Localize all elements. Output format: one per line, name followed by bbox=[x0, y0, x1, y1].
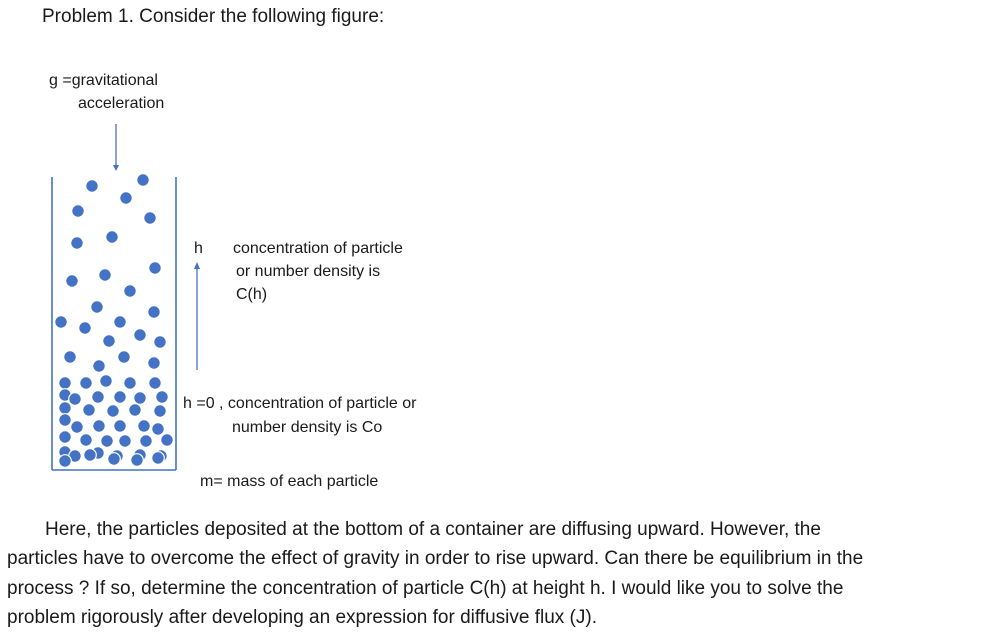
particle bbox=[59, 414, 72, 427]
particle bbox=[149, 262, 162, 275]
particle bbox=[144, 212, 157, 225]
particle bbox=[106, 231, 119, 244]
particle bbox=[84, 449, 97, 462]
particle bbox=[83, 404, 96, 417]
particle bbox=[152, 452, 165, 465]
particle bbox=[107, 405, 120, 418]
gravity-label-line1: g =gravitational bbox=[49, 72, 158, 89]
particle bbox=[148, 306, 161, 319]
particle bbox=[137, 174, 150, 187]
particle bbox=[129, 404, 142, 417]
particle bbox=[154, 336, 167, 349]
paragraph-line-1: Here, the particles deposited at the bottom of a container are diffusing upward. However, the bbox=[45, 519, 821, 540]
particle bbox=[64, 351, 77, 364]
problem-title: Problem 1. Consider the following figure: bbox=[42, 6, 385, 27]
particle bbox=[99, 269, 112, 282]
particle bbox=[108, 453, 121, 466]
gravity-arrow bbox=[113, 124, 119, 171]
particle bbox=[118, 351, 131, 364]
particle bbox=[79, 322, 92, 335]
mass-label: m= mass of each particle bbox=[200, 473, 379, 490]
particle bbox=[71, 421, 84, 434]
particle bbox=[114, 316, 127, 329]
particle bbox=[152, 423, 165, 436]
particle bbox=[119, 435, 132, 448]
particle bbox=[101, 435, 114, 448]
paragraph-line-2: particles have to overcome the effect of gravity in order to rise upward. Can there be equilibrium in the bbox=[7, 548, 864, 570]
particle bbox=[86, 180, 99, 193]
particle bbox=[124, 377, 137, 390]
particle bbox=[124, 285, 137, 298]
particle bbox=[92, 391, 105, 404]
particle bbox=[134, 392, 147, 405]
particle bbox=[103, 335, 116, 348]
particle bbox=[134, 329, 147, 342]
particle bbox=[114, 420, 127, 433]
particle bbox=[140, 435, 153, 448]
concentration-label-line1: concentration of particle bbox=[233, 240, 403, 257]
gravity-label-line2: acceleration bbox=[78, 95, 165, 112]
h-label: h bbox=[194, 240, 203, 257]
particle bbox=[114, 391, 127, 404]
particle bbox=[149, 377, 162, 390]
particle bbox=[156, 391, 169, 404]
particle bbox=[66, 275, 79, 288]
paragraph-line-4: problem rigorously after developing an expression for diffusive flux (J). bbox=[7, 606, 597, 628]
particle bbox=[93, 360, 106, 373]
particle bbox=[91, 301, 104, 314]
particle bbox=[148, 357, 161, 370]
problem-paragraph bbox=[7, 515, 969, 632]
particle bbox=[59, 431, 72, 444]
particle bbox=[59, 455, 72, 468]
particle bbox=[80, 377, 93, 390]
particle bbox=[154, 405, 167, 418]
particles-group bbox=[55, 174, 174, 468]
particle bbox=[72, 205, 85, 218]
particle bbox=[69, 393, 82, 406]
particle bbox=[59, 402, 72, 415]
h0-label-line2: number density is Co bbox=[232, 419, 383, 436]
paragraph-line-3: process ? If so, determine the concentration of particle C(h) at height h. I would like you to solve the bbox=[7, 577, 844, 599]
particle bbox=[120, 192, 133, 205]
particle bbox=[59, 377, 72, 390]
particle bbox=[93, 420, 106, 433]
particle bbox=[161, 434, 174, 447]
h0-label-line1: h =0 , concentration of particle or bbox=[183, 395, 417, 412]
concentration-label-line3: C(h) bbox=[236, 286, 268, 303]
particle bbox=[71, 237, 84, 250]
particle bbox=[138, 420, 151, 433]
particle bbox=[131, 454, 144, 467]
particle bbox=[55, 316, 68, 329]
particle bbox=[100, 375, 113, 388]
height-arrow bbox=[194, 262, 200, 370]
particle bbox=[80, 434, 93, 447]
concentration-label-line2: or number density is bbox=[236, 263, 381, 280]
